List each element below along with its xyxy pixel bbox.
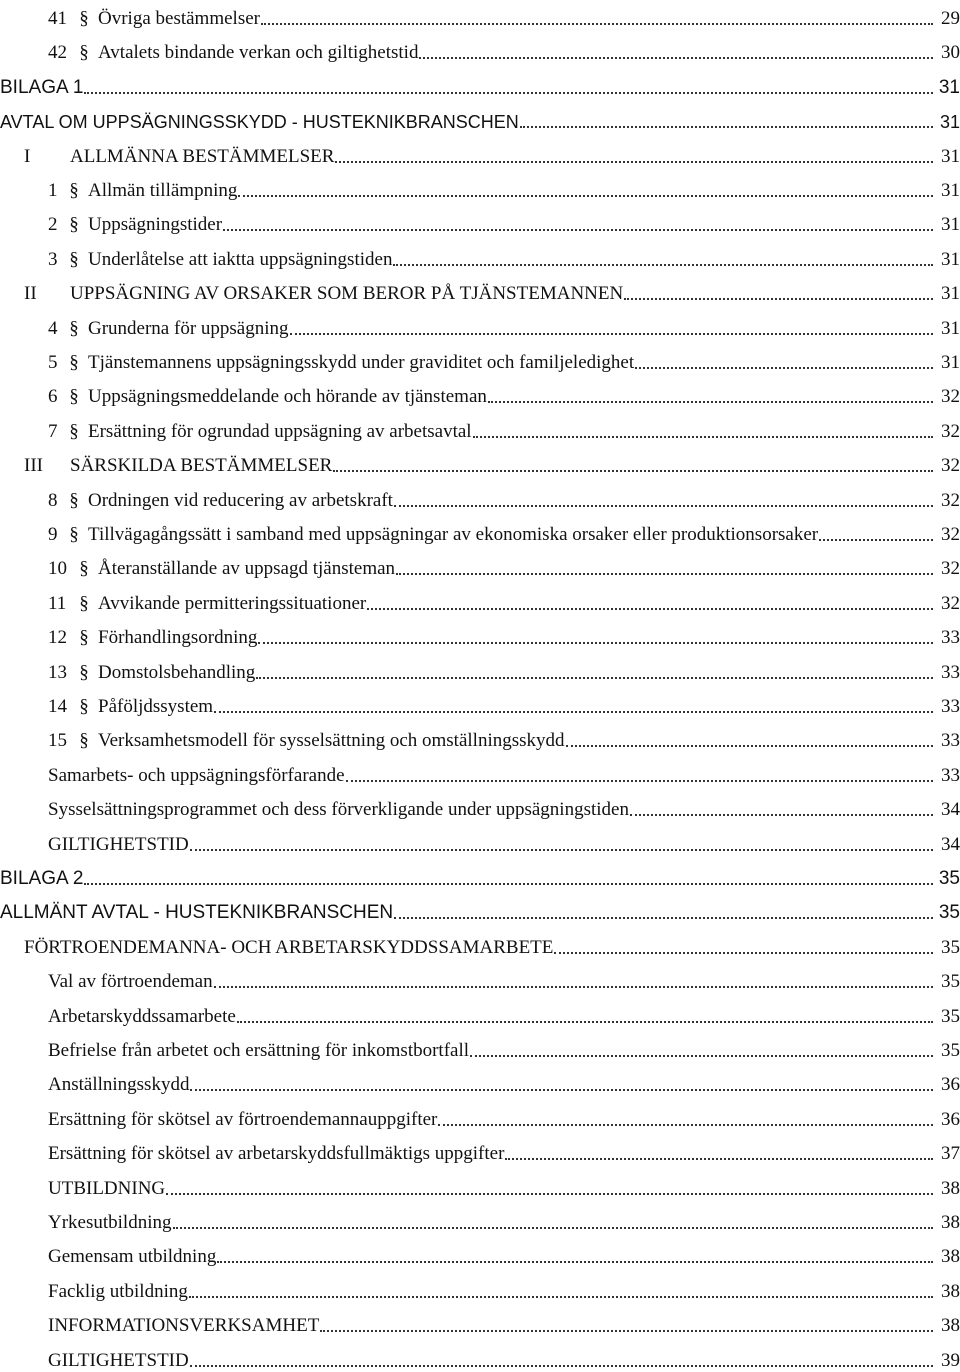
dot-leader: [473, 435, 933, 438]
toc-entry-title: Val av förtroendeman: [48, 971, 213, 993]
toc-entry[interactable]: [0, 585, 960, 615]
toc-entry-page: 31: [941, 317, 960, 339]
dot-leader: [335, 160, 933, 163]
toc-entry[interactable]: [0, 138, 960, 168]
toc-entry-number: 3: [48, 248, 58, 270]
toc-entry[interactable]: [0, 1101, 960, 1131]
toc-entry[interactable]: [0, 1135, 960, 1165]
toc-entry-title: INFORMATIONSVERKSAMHET: [48, 1315, 320, 1337]
toc-entry-number: 2: [48, 214, 58, 236]
toc-entry[interactable]: [0, 34, 960, 64]
dot-leader: [346, 779, 933, 782]
toc-entry-title: Avvikande permitteringssituationer: [98, 592, 367, 614]
toc-entry-title: Uppsägningstider: [88, 214, 223, 236]
toc-entry[interactable]: [0, 860, 960, 890]
dot-leader: [488, 400, 933, 403]
toc-entry-title: SÄRSKILDA BESTÄMMELSER: [70, 455, 333, 477]
dot-leader: [214, 985, 933, 988]
toc-entry-page: 32: [941, 558, 960, 580]
toc-entry-number: 8: [48, 489, 58, 511]
section-sign: §: [79, 8, 89, 29]
dot-leader: [566, 744, 933, 747]
dot-leader: [256, 676, 933, 679]
toc-entry-page: 34: [941, 833, 960, 855]
toc-entry-title: Avtalets bindande verkan och giltighetstid: [98, 42, 419, 64]
dot-leader: [217, 1260, 933, 1263]
section-sign: §: [69, 214, 79, 236]
toc-entry-number: 1: [48, 180, 58, 201]
toc-entry-page: 31: [939, 112, 960, 133]
dot-leader: [261, 22, 933, 25]
toc-entry[interactable]: [0, 378, 960, 408]
toc-entry-page: 38: [941, 1212, 960, 1233]
toc-entry-title: FÖRTROENDEMANNA- OCH ARBETARSKYDDSSAMARBETE: [24, 936, 554, 958]
dot-leader: [166, 1192, 933, 1195]
toc-entry-title: Domstolsbehandling: [98, 661, 256, 683]
dot-leader: [190, 848, 933, 851]
section-sign: §: [69, 524, 79, 545]
toc-entry-number: 9: [48, 524, 58, 545]
toc-entry[interactable]: [0, 894, 960, 924]
section-sign: §: [79, 42, 89, 64]
section-sign: §: [69, 420, 79, 442]
toc-entry-page: 31: [941, 248, 960, 270]
toc-entry-page: 31: [938, 76, 960, 98]
dot-leader: [520, 125, 933, 128]
toc-entry[interactable]: [0, 722, 960, 752]
toc-entry[interactable]: [0, 1204, 960, 1234]
dot-leader: [333, 469, 933, 472]
toc-entry-page: 36: [941, 1074, 960, 1096]
toc-entry-title: GILTIGHETSTID: [48, 1349, 189, 1371]
toc-entry-page: 32: [941, 386, 960, 408]
toc-entry-page: 35: [938, 868, 960, 889]
toc-entry-page: 31: [941, 352, 960, 373]
toc-entry-number: 7: [48, 420, 58, 442]
dot-leader: [367, 607, 933, 610]
toc-entry-page: 33: [941, 661, 960, 683]
toc-entry-title: Ersättning för ogrundad uppsägning av arbetsavtal: [88, 420, 472, 442]
toc-entry-page: 37: [941, 1143, 960, 1165]
section-sign: §: [69, 317, 79, 339]
toc-entry[interactable]: [0, 550, 960, 580]
toc-entry[interactable]: [0, 963, 960, 993]
dot-leader: [214, 710, 933, 713]
toc-entry-title: Gemensam utbildning: [48, 1246, 217, 1268]
toc-entry-title: Återanställande av uppsagd tjänsteman: [98, 558, 396, 580]
toc-entry-page: 35: [938, 902, 960, 924]
dot-leader: [554, 951, 933, 954]
dot-leader: [173, 1226, 934, 1229]
dot-leader: [819, 538, 933, 541]
dot-leader: [396, 572, 933, 575]
toc-entry[interactable]: [0, 791, 960, 821]
toc-entry[interactable]: [0, 1170, 960, 1200]
toc-entry-title: Allmän tillämpning: [88, 180, 238, 201]
toc-entry-page: 38: [941, 1177, 960, 1199]
dot-leader: [393, 263, 933, 266]
toc-entry[interactable]: [0, 998, 960, 1028]
dot-leader: [258, 641, 933, 644]
dot-leader: [320, 1329, 933, 1332]
toc-entry[interactable]: [0, 929, 960, 959]
toc-entry[interactable]: [0, 654, 960, 684]
toc-entry-title: GILTIGHETSTID: [48, 833, 189, 855]
toc-entry-title: Ersättning för skötsel av förtroendemannauppgifter: [48, 1108, 438, 1130]
toc-entry[interactable]: [0, 172, 960, 202]
toc-entry-title: Tjänstemannens uppsägningsskydd under graviditet och familjeledighet: [88, 352, 635, 373]
toc-entry-title: Ersättning för skötsel av arbetarskyddsfullmäktigs uppgifter: [48, 1143, 505, 1165]
dot-leader: [630, 813, 933, 816]
toc-entry-page: 31: [941, 283, 960, 305]
toc-entry-title: Övriga bestämmelser: [98, 8, 260, 29]
toc-entry-title: Underlåtelse att iaktta uppsägningstiden: [88, 248, 393, 270]
toc-entry-title: Yrkesutbildning: [48, 1212, 172, 1233]
toc-entry-page: 32: [941, 592, 960, 614]
dot-leader: [189, 1295, 933, 1298]
toc-entry-page: 38: [941, 1315, 960, 1337]
toc-entry-page: 39: [941, 1349, 960, 1371]
toc-entry[interactable]: [0, 1066, 960, 1096]
section-sign: §: [69, 489, 79, 511]
toc-entry-title: Uppsägningsmeddelande och hörande av tjänsteman: [88, 386, 487, 408]
toc-entry-number: 5: [48, 352, 58, 373]
dot-leader: [394, 916, 933, 919]
toc-entry-page: 32: [941, 420, 960, 442]
toc-entry-page: 32: [941, 489, 960, 511]
toc-entry-number: II: [24, 283, 37, 305]
toc-entry-number: 11: [48, 592, 67, 614]
dot-leader: [505, 1157, 933, 1160]
dot-leader: [238, 194, 933, 197]
toc-entry-page: 36: [941, 1108, 960, 1130]
toc-entry-page: 31: [941, 214, 960, 236]
toc-entry-title: Facklig utbildning: [48, 1280, 188, 1302]
toc-entry-page: 32: [941, 455, 960, 477]
toc-entry-number: 6: [48, 386, 58, 408]
toc-entry-page: 33: [941, 696, 960, 717]
dot-leader: [394, 504, 933, 507]
toc-entry[interactable]: [0, 241, 960, 271]
toc-entry[interactable]: [0, 1342, 960, 1372]
section-sign: §: [79, 592, 89, 614]
toc-entry[interactable]: [0, 1307, 960, 1337]
toc-entry-number: 14: [48, 696, 67, 717]
toc-entry-title: Samarbets- och uppsägningsförfarande: [48, 764, 345, 786]
toc-entry-title: AVTAL OM UPPSÄGNINGSSKYDD - HUSTEKNIKBRANSCHEN: [0, 112, 519, 133]
toc-entry-page: 34: [941, 799, 960, 821]
toc-entry-title: BILAGA 2: [0, 868, 84, 889]
toc-entry-page: 32: [941, 524, 960, 545]
toc-entry-title: Förhandlingsordning: [98, 627, 258, 649]
toc-entry[interactable]: [0, 275, 960, 305]
section-sign: §: [79, 696, 89, 717]
toc-entry[interactable]: [0, 688, 960, 718]
dot-leader: [635, 366, 933, 369]
toc-entry-page: 29: [941, 8, 960, 29]
dot-leader: [290, 332, 933, 335]
section-sign: §: [69, 352, 79, 373]
toc-entry-title: Tillvägagångssätt i samband med uppsägningar av ekonomiska orsaker eller produktionsorsaker: [88, 524, 819, 545]
section-sign: §: [79, 730, 89, 752]
toc-entry-page: 35: [941, 971, 960, 993]
toc-entry-title: Påföljdssystem: [98, 696, 214, 717]
toc-entry[interactable]: [0, 1032, 960, 1062]
toc-entry[interactable]: [0, 1273, 960, 1303]
dot-leader: [190, 1088, 933, 1091]
dot-leader: [470, 1054, 933, 1057]
toc-entry[interactable]: [0, 826, 960, 856]
toc-entry-title: Anställningsskydd: [48, 1074, 190, 1096]
toc-entry-page: 30: [941, 42, 960, 64]
section-sign: §: [69, 386, 79, 408]
toc-entry[interactable]: [0, 1238, 960, 1268]
toc-entry[interactable]: [0, 69, 960, 99]
toc-entry[interactable]: [0, 757, 960, 787]
toc-entry-page: 31: [941, 145, 960, 167]
toc-entry-number: 42: [48, 42, 67, 64]
section-sign: §: [79, 627, 89, 649]
toc-entry-number: 4: [48, 317, 58, 339]
toc-entry-page: 35: [941, 936, 960, 958]
toc-entry-number: 10: [48, 558, 67, 580]
toc-entry-number: 13: [48, 661, 67, 683]
toc-entry-number: I: [24, 145, 31, 167]
toc-entry-title: ALLMÄNNA BESTÄMMELSER: [70, 145, 335, 167]
dot-leader: [84, 91, 933, 94]
dot-leader: [624, 297, 933, 300]
toc-entry-page: 35: [941, 1040, 960, 1061]
toc-entry-page: 38: [941, 1246, 960, 1268]
section-sign: §: [69, 248, 79, 270]
toc-entry-title: Grunderna för uppsägning: [88, 317, 289, 339]
toc-entry[interactable]: [0, 413, 960, 443]
toc-entry-number: 41: [48, 8, 67, 29]
toc-entry-title: ALLMÄNT AVTAL - HUSTEKNIKBRANSCHEN: [0, 902, 394, 924]
dot-leader: [237, 1020, 933, 1023]
toc-entry-page: 33: [941, 730, 960, 752]
toc-entry[interactable]: [0, 103, 960, 133]
toc-entry-page: 33: [941, 764, 960, 786]
toc-entry-title: Sysselsättningsprogrammet och dess förverkligande under uppsägningstiden: [48, 799, 629, 821]
toc-entry-number: 12: [48, 627, 67, 649]
toc-entry-title: UTBILDNING: [48, 1177, 166, 1199]
toc-entry-title: Verksamhetsmodell för sysselsättning och omställningsskydd: [98, 730, 565, 752]
dot-leader: [223, 228, 933, 231]
toc-entry[interactable]: [0, 447, 960, 477]
toc-entry-page: 31: [941, 180, 960, 201]
toc-entry-page: 38: [941, 1280, 960, 1302]
toc-entry-page: 35: [941, 1005, 960, 1027]
toc-entry-title: Ordningen vid reducering av arbetskraft: [88, 489, 393, 511]
dot-leader: [190, 1364, 933, 1367]
toc-entry[interactable]: [0, 206, 960, 236]
section-sign: §: [79, 661, 89, 683]
toc-entry-title: BILAGA 1: [0, 76, 84, 98]
dot-leader: [419, 56, 933, 59]
toc-entry[interactable]: [0, 619, 960, 649]
toc-entry-title: Befrielse från arbetet och ersättning för inkomstbortfall: [48, 1040, 470, 1061]
toc-entry[interactable]: [0, 310, 960, 340]
dot-leader: [84, 882, 933, 885]
toc-entry[interactable]: [0, 482, 960, 512]
section-sign: §: [69, 180, 79, 201]
dot-leader: [438, 1123, 933, 1126]
toc-entry-number: III: [24, 455, 43, 477]
toc-entry-number: 15: [48, 730, 67, 752]
toc-entry-title: Arbetarskyddssamarbete: [48, 1005, 236, 1027]
section-sign: §: [79, 558, 89, 580]
toc-entry[interactable]: [0, 0, 960, 30]
toc-entry-title: UPPSÄGNING AV ORSAKER SOM BEROR PÅ TJÄNSTEMANNEN: [70, 283, 624, 305]
toc-entry[interactable]: [0, 516, 960, 546]
toc-entry-page: 33: [941, 627, 960, 649]
toc-entry[interactable]: [0, 344, 960, 374]
